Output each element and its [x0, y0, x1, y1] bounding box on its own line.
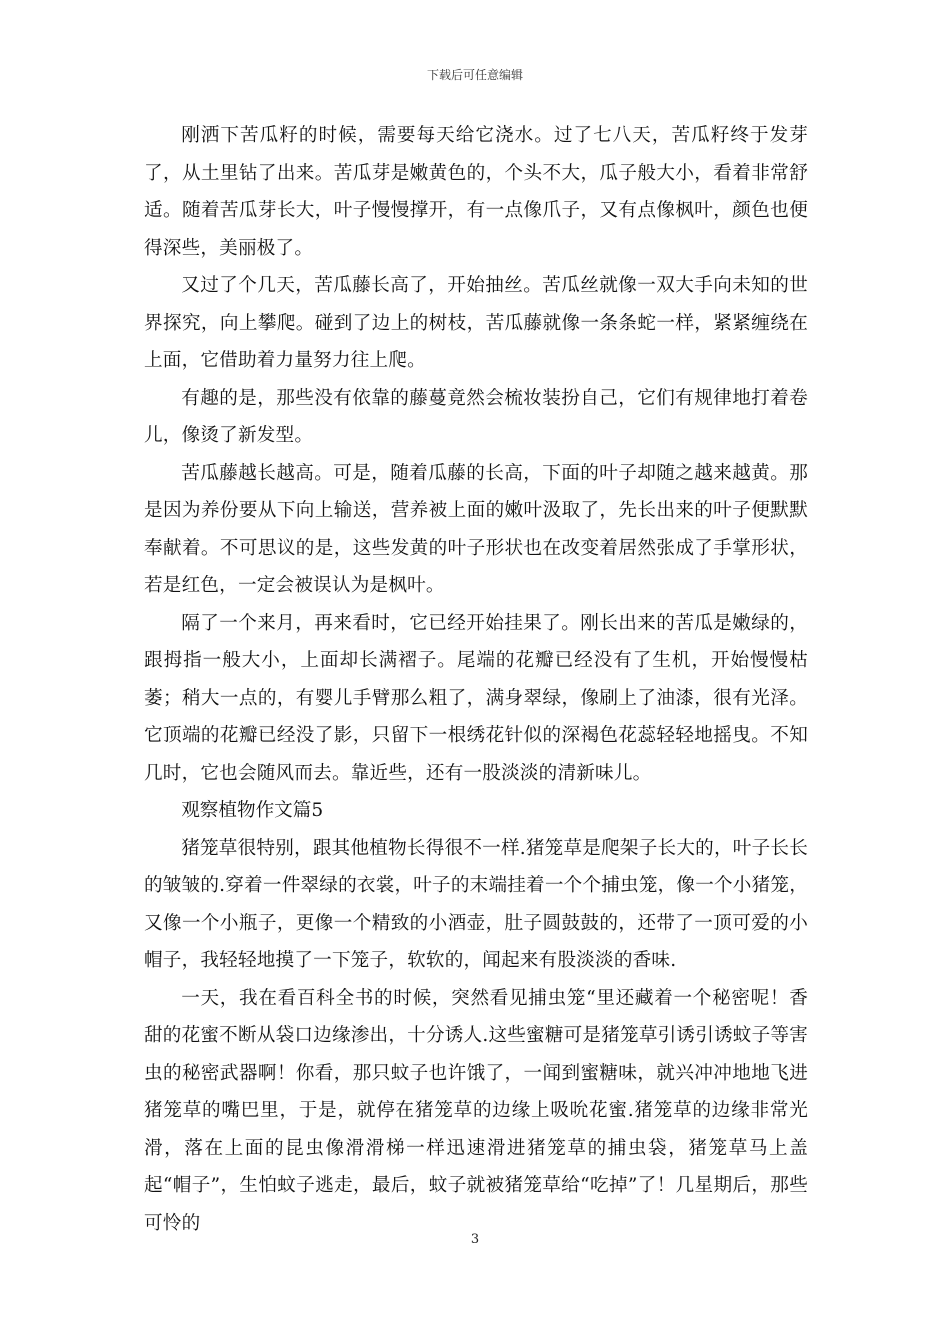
paragraph-1: 刚洒下苦瓜籽的时候，需要每天给它浇水。过了七八天，苦瓜籽终于发芽了，从土里钻了出来。苦瓜芽是嫩黄色的，个头不大，瓜子般大小，看着非常舒适。随着苦瓜芽长大，叶子慢慢撑开，有一点像爪子，又有点像枫叶，颜色也便得深些，美丽极了。	[144, 125, 808, 259]
document-body	[144, 117, 808, 1242]
paragraph-3: 有趣的是，那些没有依靠的藤蔓竟然会梳妆装扮自己，它们有规律地打着卷儿，像烫了新发型。	[144, 387, 808, 446]
paragraph-2: 又过了个几天，苦瓜藤长高了，开始抽丝。苦瓜丝就像一双大手向未知的世界探究，向上攀爬。碰到了边上的树枝，苦瓜藤就像一条条蛇一样，紧紧缠绕在上面，它借助着力量努力往上爬。	[144, 275, 808, 371]
paragraph-4: 苦瓜藤越长越高。可是，随着瓜藤的长高，下面的叶子却随之越来越黄。那是因为养份要从下向上输送，营养被上面的嫩叶汲取了，先长出来的叶子便默默奉献着。不可思议的是，这些发黄的叶子形状也在改变着居然张成了手掌形状，若是红色，一定会被误认为是枫叶。	[144, 462, 808, 596]
paragraph-6: 猪笼草很特别，跟其他植物长得很不一样.猪笼草是爬架子长大的，叶子长长的皱皱的.穿着一件翠绿的衣裳，叶子的末端挂着一个个捕虫笼，像一个小猪笼，又像一个小瓶子，更像一个精致的小酒壶，肚子圆鼓鼓的，还带了一顶可爱的小帽子，我轻轻地摸了一下笼子，软软的，闻起来有股淡淡的香味.	[144, 837, 808, 971]
section-heading: 观察植物作文篇5	[181, 800, 324, 821]
page-number: 3	[470, 1232, 480, 1247]
paragraph-7: 一天，我在看百科全书的时候，突然看见捕虫笼“里还藏着一个秘密呢！香甜的花蜜不断从袋口边缘渗出，十分诱人.这些蜜糖可是猪笼草引诱引诱蚊子等害虫的秘密武器啊！你看，那只蚊子也许饿了，一闻到蜜糖味，就兴冲冲地地飞进猪笼草的嘴巴里，于是，就停在猪笼草的边缘上吸吮花蜜.猪笼草的边缘非常光滑，落在上面的昆虫像滑滑梯一样迅速滑进猪笼草的捕虫袋，猪笼草马上盖起“帽子”，生怕蚊子逃走，最后，蚊子就被猪笼草给“吃掉”了！几星期后，那些可怜的	[144, 987, 808, 1234]
page-header: 下载后可任意编辑	[426, 68, 523, 82]
paragraph-5: 隔了一个来月，再来看时，它已经开始挂果了。刚长出来的苦瓜是嫩绿的，跟拇指一般大小，上面却长满褶子。尾端的花瓣已经没有了生机，开始慢慢枯萎；稍大一点的，有婴儿手臂那么粗了，满身翠绿，像刷上了油漆，很有光泽。它顶端的花瓣已经没了影，只留下一根绣花针似的深褐色花蕊轻轻地摇曳。不知几时，它也会随风而去。靠近些，还有一股淡淡的清新味儿。	[144, 612, 808, 784]
